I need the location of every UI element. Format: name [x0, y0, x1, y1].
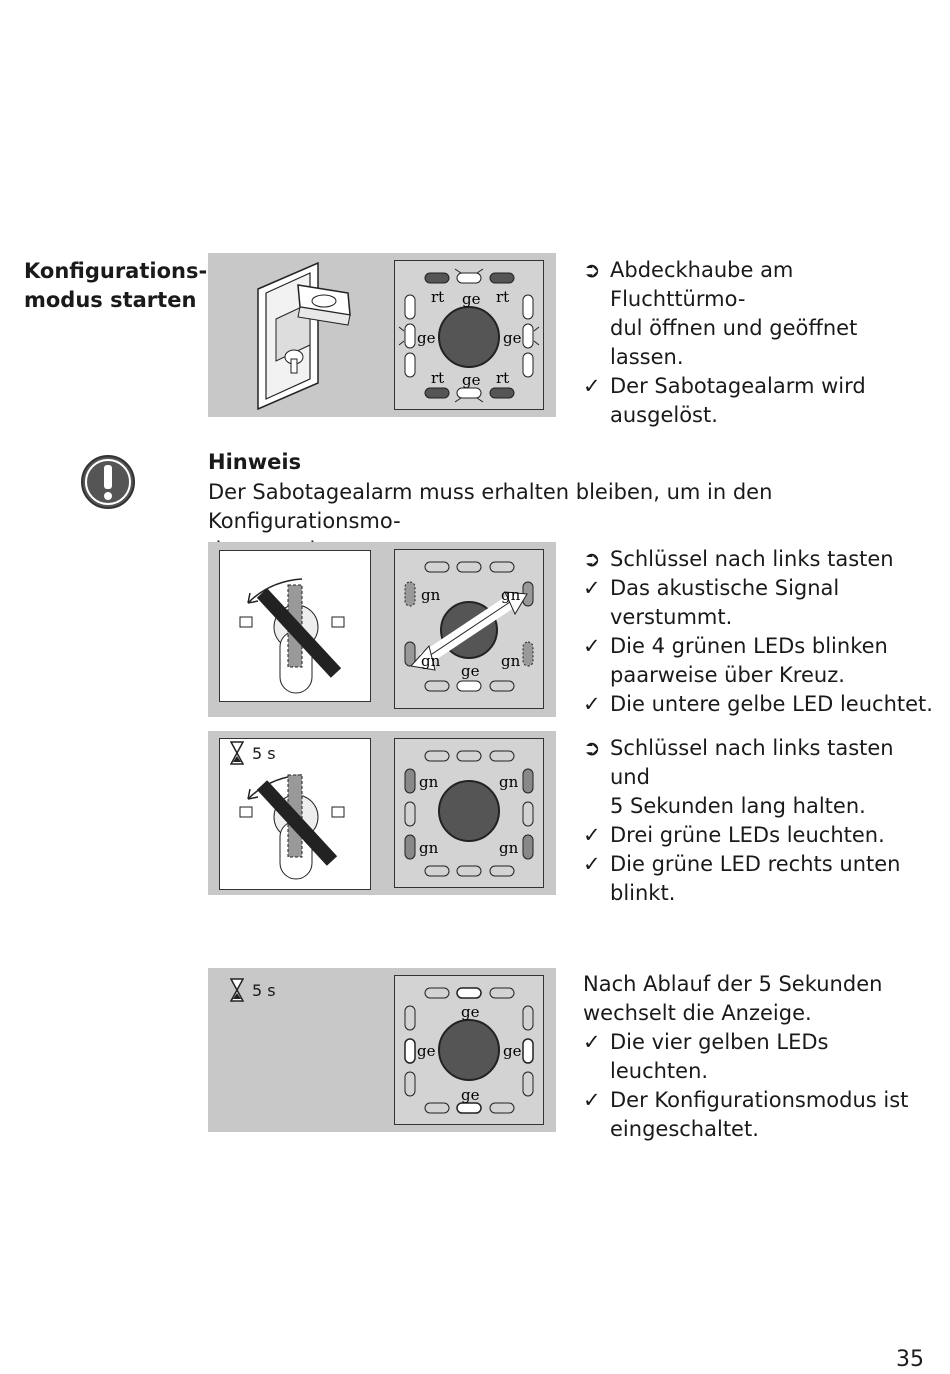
step2-instruction: ✓ Die 4 grünen LEDs blinken paarweise über Kreuz.: [583, 634, 888, 687]
exclamation-icon: [80, 454, 136, 510]
check-icon: ✓: [583, 823, 601, 847]
step3-led-top-right: gn: [499, 773, 519, 791]
step1-instruction: ✓ Der Sabotagealarm wird ausgelöst.: [583, 374, 866, 427]
step4-led-bottom: ge: [461, 1086, 480, 1104]
section-title-line1: Konfigurations-: [24, 259, 208, 283]
step1-led-mid-right: ge: [503, 329, 522, 347]
step4-instructions: [583, 970, 933, 1144]
check-icon: ✓: [583, 576, 601, 600]
step2-instructions: [583, 545, 933, 719]
page-number: 35: [896, 1347, 924, 1372]
step1-led-bot-left: rt: [431, 369, 445, 387]
step3-figure: [208, 731, 556, 895]
check-icon: ✓: [583, 634, 601, 658]
step3-instruction: ✓ Drei grüne LEDs leuchten.: [583, 821, 933, 850]
step2-led-top-right: gn: [501, 586, 521, 604]
check-icon: ✓: [583, 1088, 601, 1112]
step3-led-bot-left: gn: [419, 839, 439, 857]
step1-figure: [208, 253, 556, 417]
step1-led-top-mid: ge: [462, 290, 481, 308]
check-icon: ✓: [583, 852, 601, 876]
door-module-illustration: [248, 259, 368, 411]
check-icon: ✓: [583, 692, 601, 716]
step1-led-svg: [395, 261, 542, 408]
step2-led-panel: [394, 549, 544, 709]
step1-led-bot-mid: ge: [462, 371, 481, 389]
hinweis-body: Der Sabotagealarm muss erhalten bleiben, um in den Konfigurationsmo-: [208, 480, 773, 533]
arrow-icon: ➲: [583, 258, 601, 282]
step3-led-svg: [395, 739, 542, 886]
step2-figure: [208, 542, 556, 717]
section-title: [24, 257, 208, 315]
step2-instruction: ✓ Das akustische Signal verstummt.: [583, 576, 840, 629]
step1-led-mid-left: ge: [417, 329, 436, 347]
step1-led-top-left: rt: [431, 288, 445, 306]
step1-led-bot-right: rt: [496, 369, 510, 387]
step4-led-left: ge: [417, 1042, 436, 1060]
step3-timer: 5 s: [230, 741, 276, 765]
hinweis-title: Hinweis: [208, 450, 302, 474]
hourglass-icon: [230, 978, 244, 1002]
step2-led-top-left: gn: [421, 586, 441, 604]
step1-instructions: [583, 256, 933, 430]
step4-instruction: ✓ Die vier gelben LEDs leuchten.: [583, 1028, 933, 1086]
step3-instruction: ✓ Die grüne LED rechts unten blinkt.: [583, 852, 901, 905]
step2-instruction: ➲ Schlüssel nach links tasten: [583, 545, 933, 574]
step2-led-bot-mid: ge: [461, 662, 480, 680]
step4-led-svg: [395, 976, 542, 1123]
hourglass-icon: [230, 741, 244, 765]
step1-led-top-right: rt: [496, 288, 510, 306]
check-icon: ✓: [583, 374, 601, 398]
step4-timer: 5 s: [230, 978, 276, 1002]
step2-led-bot-left: gn: [421, 652, 441, 670]
step2-led-svg: [395, 550, 542, 707]
step4-led-panel: [394, 975, 544, 1125]
step1-instruction: ➲ Abdeckhaube am Fluchttürmo- dul öffnen und geöffnet lassen.: [583, 258, 858, 369]
step4-figure: [208, 968, 556, 1132]
step4-led-right: ge: [503, 1042, 522, 1060]
step1-led-panel: [394, 260, 544, 410]
arrow-icon: ➲: [583, 547, 601, 571]
step4-led-top: ge: [461, 1003, 480, 1021]
arrow-icon: ➲: [583, 736, 601, 760]
step4-instruction: ✓ Der Konfigurationsmodus ist eingeschaltet.: [583, 1088, 909, 1141]
step3-led-top-left: gn: [419, 773, 439, 791]
step2-led-bot-right: gn: [501, 652, 521, 670]
step3-led-panel: [394, 738, 544, 888]
step3-instruction: ➲ Schlüssel nach links tasten und 5 Sekunden lang halten.: [583, 736, 894, 818]
step3-led-bot-right: gn: [499, 839, 519, 857]
step2-instruction: ✓ Die untere gelbe LED leuchtet.: [583, 690, 933, 719]
check-icon: ✓: [583, 1030, 601, 1054]
step3-instructions: [583, 734, 933, 908]
section-title-line2: modus starten: [24, 288, 197, 312]
key-illustration: [219, 550, 371, 702]
step4-intro: Nach Ablauf der 5 Sekunden wechselt die Anzeige.: [583, 972, 883, 1025]
